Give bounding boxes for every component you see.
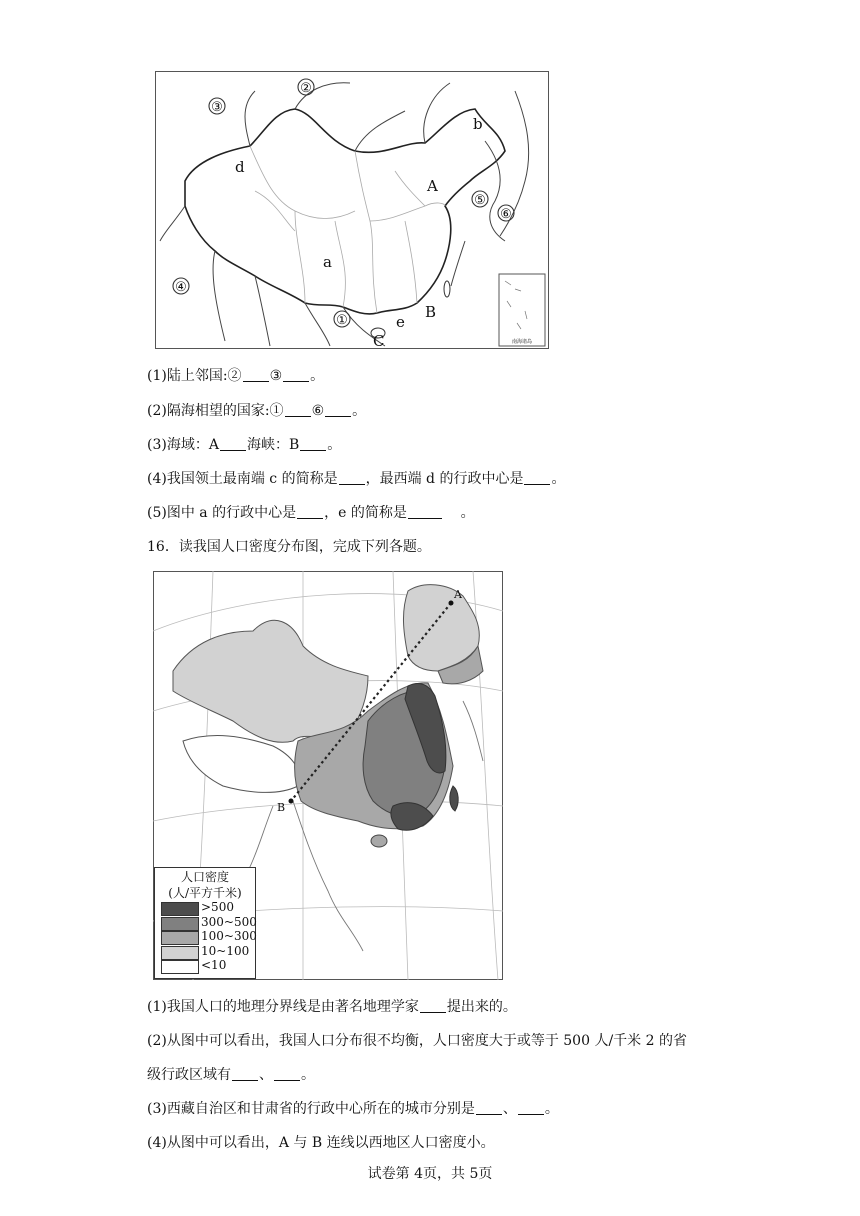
label-circle-6	[498, 205, 514, 222]
svg-text:①: ①	[336, 313, 348, 328]
q16-item-3: (3)西藏自治区和甘肃省的行政中心所在的城市分别是 、 。	[147, 1101, 559, 1117]
south-china-sea-inset	[499, 274, 545, 346]
legend-title-1: 人口密度	[180, 870, 229, 884]
answer-blank[interactable]	[420, 999, 446, 1013]
answer-blank[interactable]	[476, 1101, 502, 1115]
q15-item-5: (5)图中 a 的行政中心是 ，e 的简称是 。	[147, 505, 475, 521]
answer-blank[interactable]	[339, 471, 365, 485]
q16-item-2: (2)从图中可以看出，我国人口分布很不均衡，人口密度大于或等于 500 人/千米 2 的省	[147, 1033, 687, 1049]
label-e: e	[396, 313, 405, 331]
q15-item-3: (3)海域：A 海峡：B 。	[147, 437, 342, 453]
answer-blank[interactable]	[274, 1067, 300, 1081]
inset-label: 南海诸岛	[511, 339, 533, 345]
answer-blank[interactable]	[300, 437, 326, 451]
answer-blank[interactable]	[524, 471, 550, 485]
q15-item-4: (4)我国领土最南端 c 的简称是 ，最西端 d 的行政中心是 。	[147, 471, 566, 487]
legend-row: 300~500	[155, 915, 255, 930]
label-d: d	[235, 158, 245, 176]
answer-blank[interactable]	[518, 1101, 544, 1115]
answer-blank[interactable]	[285, 403, 311, 417]
label-C: C	[373, 332, 385, 349]
legend-row: 100~300	[155, 929, 255, 944]
label-circle-3	[209, 98, 225, 115]
label-A: A	[427, 177, 438, 195]
answer-blank[interactable]	[232, 1067, 258, 1081]
svg-text:②: ②	[300, 81, 312, 96]
svg-text:④: ④	[175, 280, 187, 295]
legend-row: >500	[155, 900, 255, 915]
legend-row: <10	[155, 958, 255, 973]
svg-text:③: ③	[211, 100, 223, 115]
label-a: a	[323, 253, 332, 271]
q16-item-1: (1)我国人口的地理分界线是由著名地理学家 提出来的。	[147, 999, 517, 1015]
legend-title-2: (人/平方千米)	[168, 886, 242, 900]
label-circle-1	[334, 311, 350, 328]
page-footer: 试卷第 4页，共 5页	[367, 1166, 493, 1182]
label-circle-2	[298, 79, 314, 96]
answer-blank[interactable]	[243, 368, 269, 382]
answer-blank[interactable]	[220, 437, 246, 451]
legend-row: 10~100	[155, 944, 255, 959]
q16-item-4: (4)从图中可以看出，A 与 B 连线以西地区人口密度小。	[147, 1135, 495, 1151]
label-B: B	[425, 303, 437, 321]
point-a-label: A	[454, 588, 462, 601]
svg-text:⑥: ⑥	[500, 207, 512, 222]
q16-title: 16．读我国人口密度分布图，完成下列各题。	[147, 539, 431, 555]
region-hainan	[371, 835, 387, 847]
q16-item-2-cont: 级行政区域有 、 。	[147, 1067, 315, 1083]
q15-item-1: (1)陆上邻国:② ③ 。	[147, 368, 325, 384]
answer-blank[interactable]	[325, 403, 351, 417]
china-outline-map	[155, 71, 549, 349]
point-b-label: B	[277, 801, 286, 814]
answer-blank[interactable]	[283, 368, 309, 382]
density-legend	[154, 867, 256, 979]
svg-text:⑤: ⑤	[474, 193, 486, 208]
answer-blank[interactable]	[297, 505, 323, 519]
label-circle-5	[472, 191, 488, 208]
answer-blank[interactable]	[408, 505, 442, 519]
q15-item-2: (2)隔海相望的国家:① ⑥ 。	[147, 403, 367, 419]
label-circle-4	[173, 278, 189, 295]
label-b: b	[473, 115, 483, 133]
